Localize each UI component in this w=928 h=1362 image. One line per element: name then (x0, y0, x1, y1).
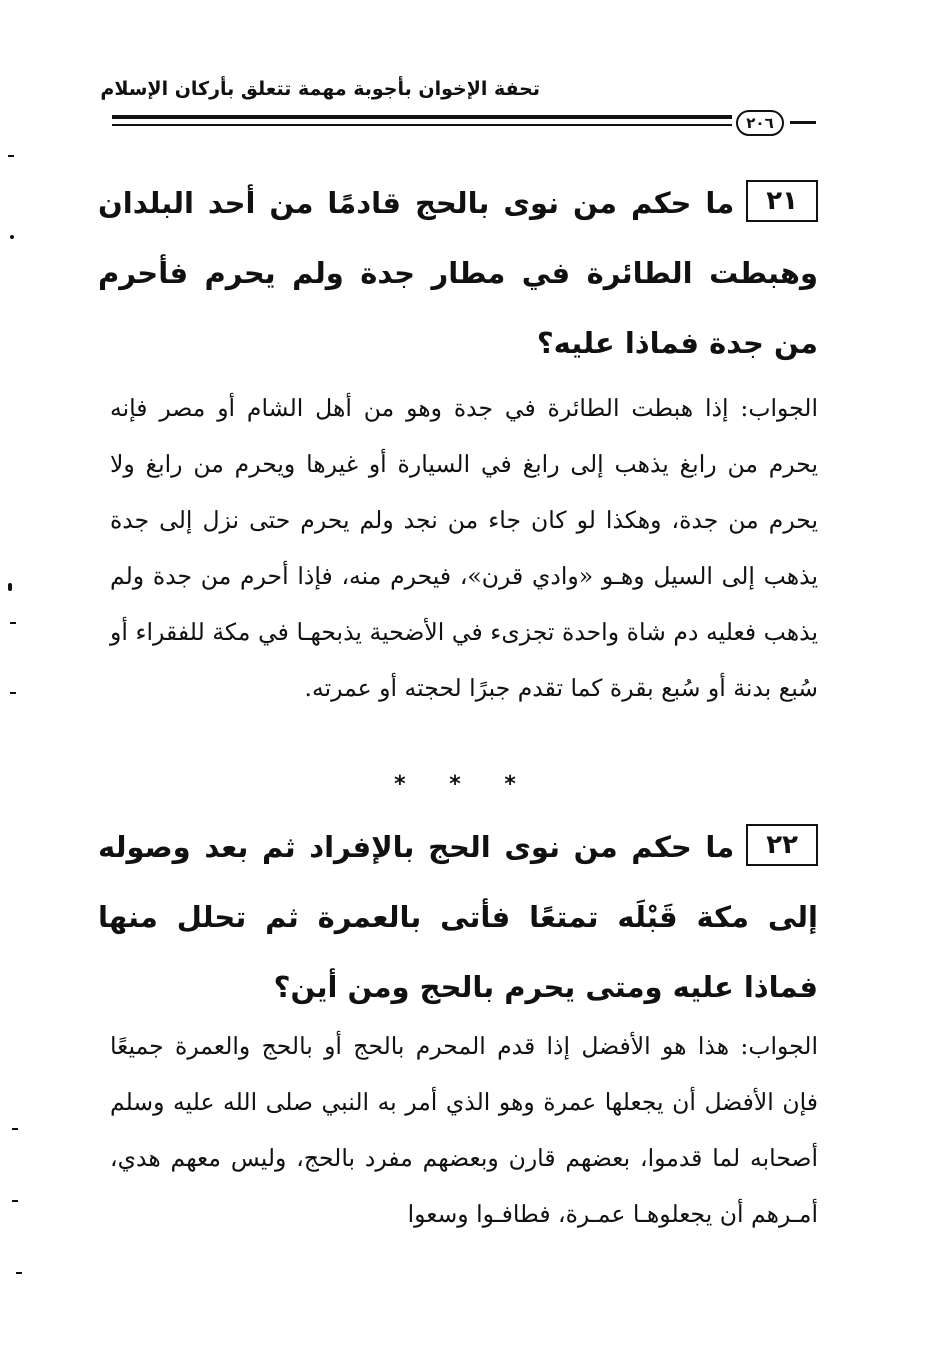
scan-mark (8, 155, 14, 157)
page-number: ٢٠٦ (736, 110, 784, 136)
scan-mark (10, 235, 14, 239)
header-rule-right (790, 121, 816, 124)
running-header-title: تحفة الإخوان بأجوبة مهمة تتعلق بأركان الإسلام (100, 78, 540, 100)
answer-21: الجواب: إذا هبطت الطائرة في جدة وهو من أهل الشام أو مصر فإنه يحرم من رابغ يذهب إلى رابغ في السيارة أو غيرها ويحرم من رابغ ولا يحرم من جدة، وهكذا لو كان جاء من نجد ولم يحرم حتى نزل إلى جدة يذهب إلى السيل وهـو «وادي قرن»، فيحرم منه، فإذا أحرم من جدة ولم يذهب فعليه دم شاة واحدة تجزىء في الأضحية يذبحهـا في مكة للفقراء أو سُبع بدنة أو سُبع بقرة كما تقدم جبرًا لحجته أو عمرته. (110, 394, 818, 702)
section-separator: * * * (394, 772, 534, 797)
question-21 (98, 168, 818, 378)
question-22 (98, 812, 818, 1022)
header-rule-thin (112, 124, 732, 126)
question-number-box: ٢٢ (746, 824, 818, 866)
scan-mark (16, 1272, 22, 1274)
question-text: ما حكم من نوى الحج بالإفراد ثم بعد وصوله إلى مكة قَبْلَه تمتعًا فأتى بالعمرة ثم تحلل منها فماذا عليه ومتى يحرم بالحج ومن أين؟ (98, 830, 818, 1004)
scan-mark (12, 1128, 18, 1130)
header-rule-thick (112, 115, 732, 119)
answer-22: الجواب: هذا هو الأفضل إذا قدم المحرم بالحج أو بالحج والعمرة جميعًا فإن الأفضل أن يجعلها عمرة وهو الذي أمر به النبي صلى الله عليه وسلم أصحابه لما قدموا، بعضهم قارن وبعضهم مفرد بالحج، وليس معهم هدي، أمـرهم أن يجعلوهـا عمـرة، فطافـوا وسعوا (110, 1032, 818, 1228)
scan-mark (10, 622, 16, 624)
scan-mark (8, 583, 12, 591)
question-number-box: ٢١ (746, 180, 818, 222)
scan-mark (12, 1200, 18, 1202)
scan-mark (10, 692, 16, 694)
question-text: ما حكم من نوى بالحج قادمًا من أحد البلدان وهبطت الطائرة في مطار جدة ولم يحرم فأحرم من جدة فماذا عليه؟ (98, 186, 818, 360)
